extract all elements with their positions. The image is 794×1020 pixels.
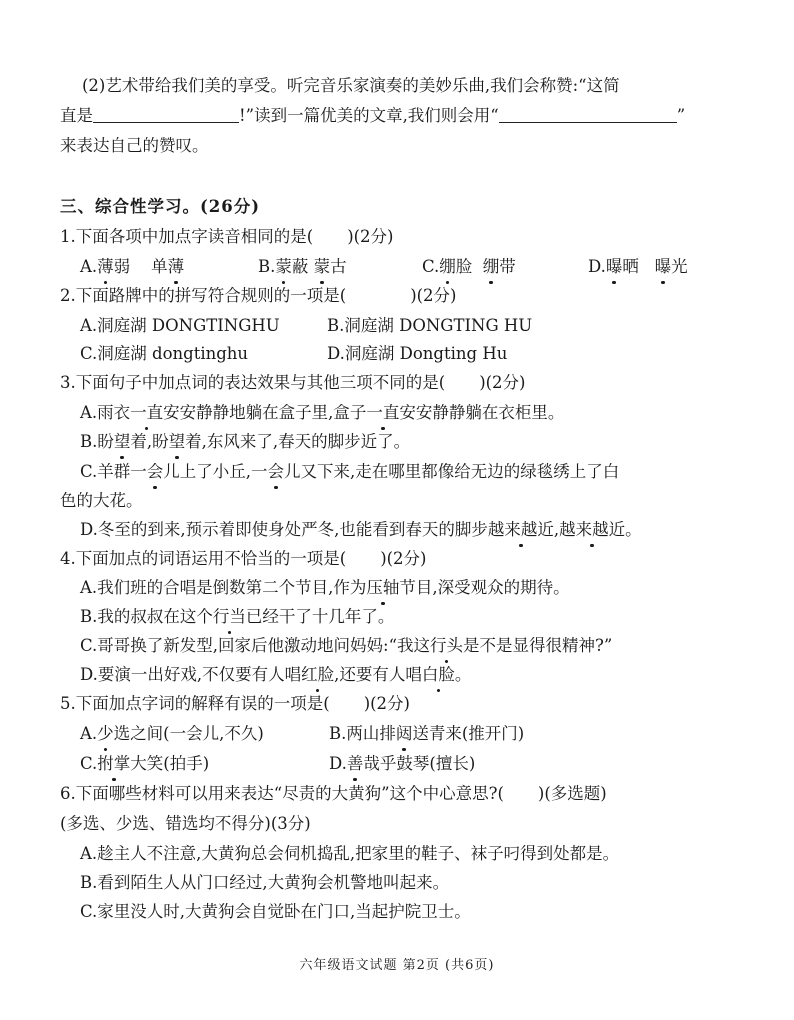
question-5-stem: 5.下面加点字词的解释有误的一项是( )(2分) [60,694,410,713]
question-3-option-c: C.羊群一会儿上了小丘,一会儿又下来,走在哪里都像给无边的绿毯绣上了白 [80,460,619,484]
q2-2-line2: 直是 !”读到一篇优美的文章,我们则会用“ ” [60,106,686,125]
question-3-option-b: B.盼望着,盼望着,东风来了,春天的脚步近了。 [80,430,410,454]
section-title: 三、综合性学习。(26分) [60,197,261,216]
page-footer: 六年级语文试题 第2页 (共6页) [299,958,495,973]
question-2-option-d: D.洞庭湖 Dongting Hu [327,344,508,363]
question-3-option-a: A.雨衣一直安安静静地躺在盒子里,盒子一直安安静静躺在衣柜里。 [80,401,564,425]
question-2-option-c: C.洞庭湖 dongtinghu [80,344,249,363]
q2-2-line1: (2)艺术带给我们美的享受。听完音乐家演奏的美妙乐曲,我们会称赞:“这简 [82,76,620,95]
question-5-option-c: C.拊掌大笑(拍手) [80,752,209,776]
q2-2-line3: 来表达自己的赞叹。 [60,136,209,155]
question-3-option-c-cont: 色的大花。 [60,491,143,510]
question-2-option-b: B.洞庭湖 DONGTING HU [327,316,533,335]
answer-blank[interactable] [499,105,677,123]
question-5-option-d: D.善哉乎鼓琴(擅长) [329,752,475,776]
question-6-note: (多选、少选、错选均不得分)(3分) [60,814,311,833]
answer-blank[interactable] [93,105,239,123]
question-4-option-d: D.要演一出好戏,不仅要有人唱红脸,还要有人唱白脸。 [80,663,471,687]
question-6-stem: 6.下面哪些材料可以用来表达“尽责的大黄狗”这个中心意思?( )(多选题) [60,784,607,803]
question-1-option-c: C.绷脸 绷带 [422,255,516,279]
question-5-option-b: B.两山排闼送青来(推开门) [329,722,524,746]
question-4-option-b: B.我的叔叔在这个行当已经干了十几年了。 [80,605,394,629]
question-2-stem: 2.下面路牌中的拼写符合规则的一项是( )(2分) [60,286,457,305]
question-1-option-a: A.薄弱 单薄 [80,255,184,279]
question-3-option-d: D.冬至的到来,预示着即使身处严冬,也能看到春天的脚步越来越近,越来越近。 [80,518,642,542]
question-3-stem: 3.下面句子中加点词的表达效果与其他三项不同的是( )(2分) [60,373,526,392]
question-2-option-a: A.洞庭湖 DONGTINGHU [80,316,280,335]
question-4-option-c: C.哥哥换了新发型,回家后他激动地问妈妈:“我这行头是不是显得很精神?” [80,634,612,658]
question-4-option-a: A.我们班的合唱是倒数第二个节目,作为压轴节目,深受观众的期待。 [80,576,570,600]
question-1-stem: 1.下面各项中加点字读音相同的是( )(2分) [60,227,394,246]
question-6-option-b: B.看到陌生人从门口经过,大黄狗会机警地叫起来。 [80,873,450,892]
question-1-option-b: B.蒙蔽 蒙古 [258,255,347,279]
question-6-option-c: C.家里没人时,大黄狗会自觉卧在门口,当起护院卫士。 [80,902,471,921]
question-6-option-a: A.趁主人不注意,大黄狗总会伺机捣乱,把家里的鞋子、袜子叼得到处都是。 [80,844,620,863]
question-5-option-a: A.少选之间(一会儿,不久) [80,722,264,746]
question-1-option-d: D.曝晒 曝光 [588,255,688,279]
question-4-stem: 4.下面加点的词语运用不恰当的一项是( )(2分) [60,549,427,568]
